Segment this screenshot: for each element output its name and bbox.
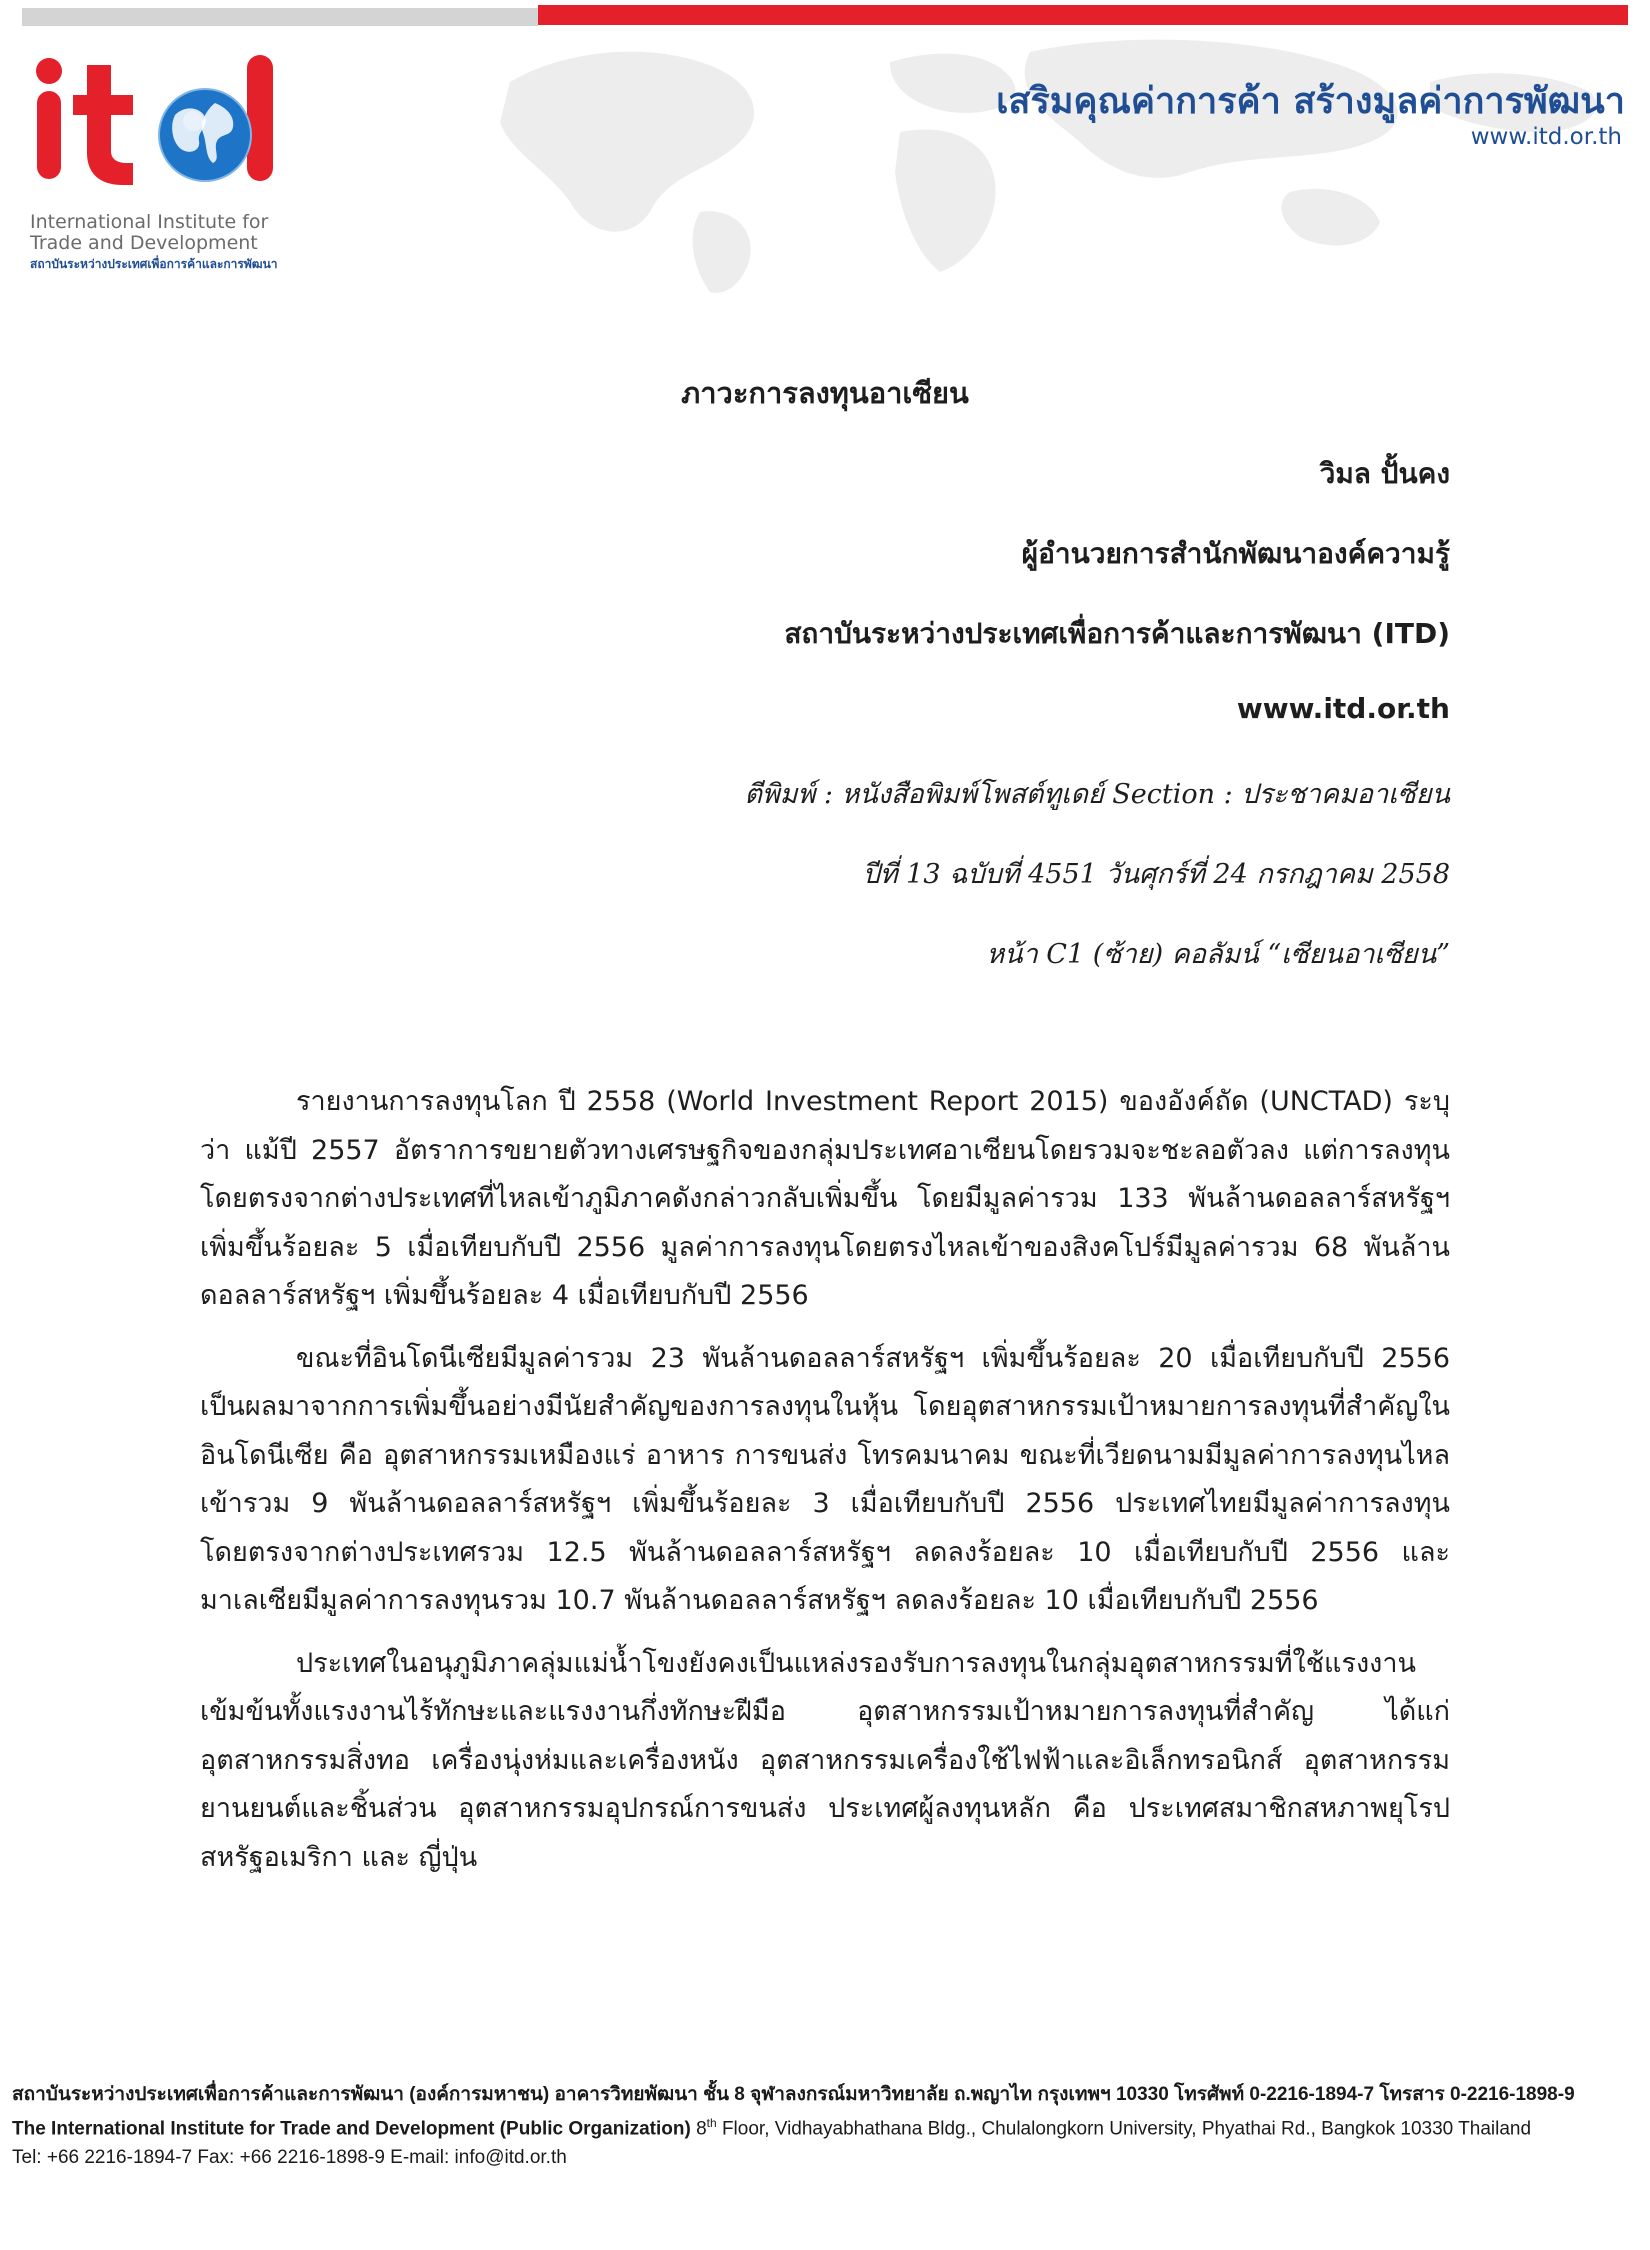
logo-text-line1: International Institute for [30,211,269,233]
world-map-watermark [470,22,1630,302]
article-body [200,1078,1450,1896]
header-website: www.itd.or.th [1470,124,1622,150]
publication-issue: ปีที่ 13 ฉบับที่ 4551 วันศุกร์ที่ 24 กรกฎาคม 2558 [862,859,1450,890]
footer-org-name: The International Institute for Trade and Development (Public Organization) [12,2118,691,2140]
logo-text-line2: Trade and Development [30,232,258,254]
footer-floor-number: 8 [696,2118,707,2140]
publication-source: ตีพิมพ์ : หนังสือพิมพ์โพสต์ทูเดย์ Section : ประชาคมอาเซียน [744,779,1450,810]
author-organization: สถาบันระหว่างประเทศเพื่อการค้าและการพัฒนา (ITD) [784,617,1450,650]
slogan: เสริมคุณค่าการค้า สร้างมูลค่าการพัฒนา [996,81,1625,122]
author-position: ผู้อำนวยการสำนักพัฒนาองค์ความรู้ [1021,537,1450,570]
author-name: วิมล ปั้นคง [1319,457,1450,490]
header-gray-bar [22,8,538,26]
publication-page: หน้า C1 (ซ้าย) คอลัมน์ “เซียนอาเซียน” [986,939,1450,970]
paragraph-2: ขณะที่อินโดนีเซียมีมูลค่ารวม 23 พันล้านดอลลาร์สหรัฐฯ เพิ่มขึ้นร้อยละ 20 เมื่อเทียบกับปี 2556 เป็นผลมาจากการเพิ่มขึ้นอย่างมีนัยสำคัญของการลงทุนในหุ้น โดยอุตสาหกรรมเป้าหมายการลงทุนที่สำคัญในอินโดนีเซีย คือ อุตสาหกรรมเหมืองแร่ อาหาร การขนส่ง โทรคมนาคม ขณะที่เวียดนามมีมูลค่าการลงทุนไหลเข้ารวม 9 พันล้านดอลลาร์สหรัฐฯ เพิ่มขึ้นร้อยละ 3 เมื่อเทียบกับปี 2556 ประเทศไทยมีมูลค่าการลงทุนโดยตรงจากต่างประเทศรวม 12.5 พันล้านดอลลาร์สหรัฐฯ ลดลงร้อยละ 10 เมื่อเทียบกับปี 2556 และมาเลเซียมีมูลค่าการลงทุนรวม 10.7 พันล้านดอลลาร์สหรัฐฯ ลดลงร้อยละ 10 เมื่อเทียบกับปี 2556 [200,1342,1450,1616]
footer-address-rest: Floor, Vidhayabhathana Bldg., Chulalongkorn University, Phyathai Rd., Bangkok 10330 Thailand [721,2118,1532,2140]
footer-thai-address: สถาบันระหว่างประเทศเพื่อการค้าและการพัฒนา (องค์การมหาชน) อาคารวิทยพัฒนา ชั้น 8 จุฬาลงกรณ์มหาวิทยาลัย ถ.พญาไท กรุงเทพฯ 10330 โทรศัพท์ 0-2216-1894-7 โทรสาร 0-2216-1898-9 [12,2084,1575,2105]
footer-contact: Tel: +66 2216-1894-7 Fax: +66 2216-1898-9 E-mail: info@itd.or.th [12,2147,567,2169]
footer-floor-suffix: th [706,2116,717,2130]
paragraph-3: ประเทศในอนุภูมิภาคลุ่มแม่น้ำโขงยังคงเป็นแหล่งรองรับการลงทุนในกลุ่มอุตสาหกรรมที่ใช้แรงงานเข้มข้นทั้งแรงงานไร้ทักษะและแรงงานกึ่งทักษะฝีมือ อุตสาหกรรมเป้าหมายการลงทุนที่สำคัญ ได้แก่ อุตสาหกรรมสิ่งทอ เครื่องนุ่งห่มและเครื่องหนัง อุตสาหกรรมเครื่องใช้ไฟฟ้าและอิเล็กทรอนิกส์ อุตสาหกรรมยานยนต์และชิ้นส่วน อุตสาหกรรมอุปกรณ์การขนส่ง ประเทศผู้ลงทุนหลัก คือ ประเทศสมาชิกสหภาพยุโรป สหรัฐอเมริกา และ ญี่ปุ่น [200,1647,1450,1873]
logo-i-dot [36,58,62,84]
paragraph-1: รายงานการลงทุนโลก ปี 2558 (World Investment Report 2015) ของอังค์ถัด (UNCTAD) ระบุว่า แม้ปี 2557 อัตราการขยายตัวทางเศรษฐกิจของกลุ่มประเทศอาเซียนโดยรวมจะชะลอตัวลง แต่การลงทุนโดยตรงจากต่างประเทศที่ไหลเข้าภูมิภาคดังกล่าวกลับเพิ่มขึ้น โดยมีมูลค่ารวม 133 พันล้านดอลลาร์สหรัฐฯ เพิ่มขึ้นร้อยละ 5 เมื่อเทียบกับปี 2556 มูลค่าการลงทุนโดยตรงไหลเข้าของสิงคโปร์มีมูลค่ารวม 68 พันล้านดอลลาร์สหรัฐฯ เพิ่มขึ้นร้อยละ 4 เมื่อเทียบกับปี 2556 [200,1086,1450,1311]
footer-english-address [12,2109,1642,2143]
author-website: www.itd.or.th [1236,692,1450,725]
document-title: ภาวะการลงทุนอาเซียน [681,376,969,410]
footer [12,2080,1642,2172]
logo-text-line3: สถาบันระหว่างประเทศเพื่อการค้าและการพัฒนา [30,257,278,271]
logo-d-stem [247,55,273,181]
logo-i-stem [37,91,61,179]
logo-t-shape [73,65,133,185]
